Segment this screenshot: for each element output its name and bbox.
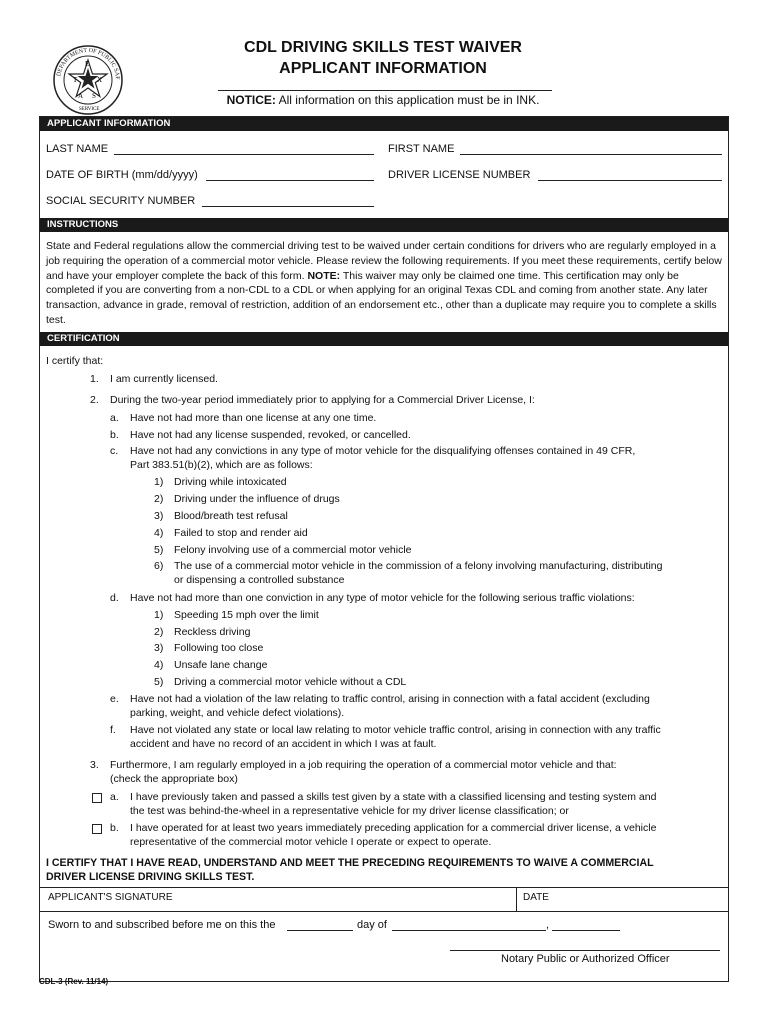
- seal-letter: SERVICE: [79, 107, 100, 112]
- list-item: Driving while intoxicated: [174, 476, 287, 488]
- list-item: Reckless driving: [174, 626, 251, 638]
- list-number: 6): [154, 560, 164, 572]
- option-a: I have previously taken and passed a skills test given by a state with a classified licensing and testing system and: [130, 791, 657, 803]
- option-letter: b.: [110, 822, 119, 834]
- sworn-year-field[interactable]: [552, 930, 620, 931]
- form-title-line1: CDL DRIVING SKILLS TEST WAIVER: [244, 39, 522, 56]
- list-item: The use of a commercial motor vehicle in the commission of a felony involving manufacturing, distributing: [174, 560, 663, 572]
- notary-signature-field[interactable]: [450, 950, 720, 951]
- list-item-cont: or dispensing a controlled substance: [174, 574, 345, 586]
- item-1: I am currently licensed.: [110, 373, 218, 385]
- day-of-text: day of: [357, 919, 387, 931]
- dl-number-label: DRIVER LICENSE NUMBER: [388, 169, 531, 181]
- title-divider: [218, 90, 552, 91]
- list-number: 3): [154, 642, 164, 654]
- list-number: 1): [154, 609, 164, 621]
- form-title-line2: APPLICANT INFORMATION: [279, 60, 487, 77]
- sub-letter: b.: [110, 429, 119, 441]
- section-header-certification: CERTIFICATION: [40, 332, 728, 346]
- list-item: Driving under the influence of drugs: [174, 493, 340, 505]
- certify-intro: I certify that:: [46, 355, 104, 367]
- list-number: 2): [154, 493, 164, 505]
- dob-label: DATE OF BIRTH (mm/dd/yyyy): [46, 169, 198, 181]
- notice-text: All information on this application must be in INK.: [275, 93, 540, 107]
- seal-text: DEPARTMENT OF PUBLIC SAF: [56, 47, 121, 80]
- list-number: 4): [154, 527, 164, 539]
- item-2b: Have not had any license suspended, revoked, or cancelled.: [130, 429, 411, 441]
- sworn-day-field[interactable]: [287, 930, 353, 931]
- list-item: Unsafe lane change: [174, 659, 268, 671]
- certify-statement: [46, 856, 726, 884]
- instructions-part1: State and Federal regulations allow the commercial driving test to be waived under certain conditions for drivers who are regularly employed in a job requiring the operation of a commercial motor vehicle. Please review the following requirements. If you meet these requirements, certify below and have your employer complete the back of this form.: [46, 240, 722, 282]
- date-field[interactable]: [517, 887, 728, 911]
- item-2d: Have not had more than one conviction in any type of motor vehicle for the following serious traffic violations:: [130, 592, 635, 604]
- list-number: 1): [154, 476, 164, 488]
- item-2f-cont: accident and have no record of an accident in which I was at fault.: [130, 738, 437, 750]
- first-name-label: FIRST NAME: [388, 143, 455, 155]
- note-label: NOTE:: [307, 269, 341, 282]
- form-id: CDL-3 (Rev. 11/14): [39, 977, 109, 986]
- notice: [200, 93, 566, 107]
- list-number: 5): [154, 544, 164, 556]
- list-item: Blood/breath test refusal: [174, 510, 288, 522]
- item-3: Furthermore, I am regularly employed in a job requiring the operation of a commercial motor vehicle and that:: [110, 759, 617, 771]
- seal-letter: S: [92, 92, 96, 100]
- last-name-field[interactable]: [114, 154, 374, 155]
- option-letter: a.: [110, 791, 119, 803]
- seal-letter: A: [78, 92, 84, 100]
- list-item: Felony involving use of a commercial motor vehicle: [174, 544, 412, 556]
- list-number: 4): [154, 659, 164, 671]
- item-number: 2.: [90, 394, 99, 406]
- item-2c-cont: Part 383.51(b)(2), which are as follows:: [130, 459, 313, 471]
- sub-letter: c.: [110, 445, 119, 457]
- section-header-applicant: APPLICANT INFORMATION: [40, 117, 728, 131]
- checkbox-option-b[interactable]: [92, 824, 102, 834]
- seal-letter: X: [97, 76, 103, 84]
- seal-letter: T: [73, 76, 78, 84]
- first-name-field[interactable]: [460, 154, 722, 155]
- certify-statement-line1: I CERTIFY THAT I HAVE READ, UNDERSTAND AND MEET THE PRECEDING REQUIREMENTS TO WAIVE A COMMERCIAL: [46, 857, 654, 869]
- sub-letter: e.: [110, 693, 119, 705]
- dl-number-field[interactable]: [538, 180, 722, 181]
- list-item: Following too close: [174, 642, 264, 654]
- date-label: DATE: [523, 892, 549, 903]
- sworn-month-field[interactable]: [392, 930, 546, 931]
- ssn-label: SOCIAL SECURITY NUMBER: [46, 195, 196, 207]
- item-number: 3.: [90, 759, 99, 771]
- last-name-label: LAST NAME: [46, 143, 109, 155]
- instructions-text: [46, 239, 722, 328]
- item-3-cont: (check the appropriate box): [110, 773, 238, 785]
- item-2f: Have not violated any state or local law relating to motor vehicle traffic control, arising in connection with any traffic: [130, 724, 661, 736]
- comma: ,: [546, 919, 550, 931]
- item-2e-cont: parking, weight, and vehicle defect violations).: [130, 707, 345, 719]
- sworn-text: Sworn to and subscribed before me on this the: [48, 919, 276, 931]
- item-2e: Have not had a violation of the law relating to traffic control, arising in connection with a fatal accident (excluding: [130, 693, 650, 705]
- dob-field[interactable]: [206, 180, 374, 181]
- certify-statement-line2: DRIVER LICENSE DRIVING SKILLS TEST.: [46, 871, 255, 883]
- notary-label: Notary Public or Authorized Officer: [501, 953, 670, 965]
- list-number: 5): [154, 676, 164, 688]
- sub-letter: f.: [110, 724, 116, 736]
- sub-letter: a.: [110, 412, 119, 424]
- item-number: 1.: [90, 373, 99, 385]
- list-item: Failed to stop and render aid: [174, 527, 308, 539]
- sworn-divider: [40, 911, 728, 912]
- item-2: During the two-year period immediately prior to applying for a Commercial Driver License, I:: [110, 394, 535, 406]
- ssn-field[interactable]: [202, 206, 374, 207]
- instructions-part2: This waiver may only be claimed one time. This certification may only be completed if you are converting from a non-CDL to a CDL or when applying for an original Texas CDL and coming from another state. Any later transaction, advance in grade, removal of restriction, addition of an endorsement etc., other than a duplicate may require you to complete a skills test.: [46, 269, 717, 326]
- notice-label: NOTICE:: [226, 93, 276, 107]
- list-item: Driving a commercial motor vehicle without a CDL: [174, 676, 407, 688]
- item-2a: Have not had more than one license at any one time.: [130, 412, 377, 424]
- item-2c: Have not had any convictions in any type of motor vehicle for the disqualifying offenses contained in 49 CFR,: [130, 445, 636, 457]
- checkbox-option-a[interactable]: [92, 793, 102, 803]
- option-b: I have operated for at least two years immediately preceding application for a commercial driver license, a vehicle: [130, 822, 657, 834]
- option-a-cont: the test was behind-the-wheel in a representative vehicle for my driver license classification; or: [130, 805, 569, 817]
- dps-seal: [52, 44, 124, 116]
- applicant-signature-label: APPLICANT'S SIGNATURE: [48, 892, 173, 903]
- sub-letter: d.: [110, 592, 119, 604]
- applicant-signature-field[interactable]: [40, 887, 516, 911]
- list-item: Speeding 15 mph over the limit: [174, 609, 319, 621]
- list-number: 3): [154, 510, 164, 522]
- seal-letter: E: [85, 60, 90, 68]
- section-header-instructions: INSTRUCTIONS: [40, 218, 728, 232]
- list-number: 2): [154, 626, 164, 638]
- option-b-cont: representative of the commercial motor vehicle I operate or expect to operate.: [130, 836, 492, 848]
